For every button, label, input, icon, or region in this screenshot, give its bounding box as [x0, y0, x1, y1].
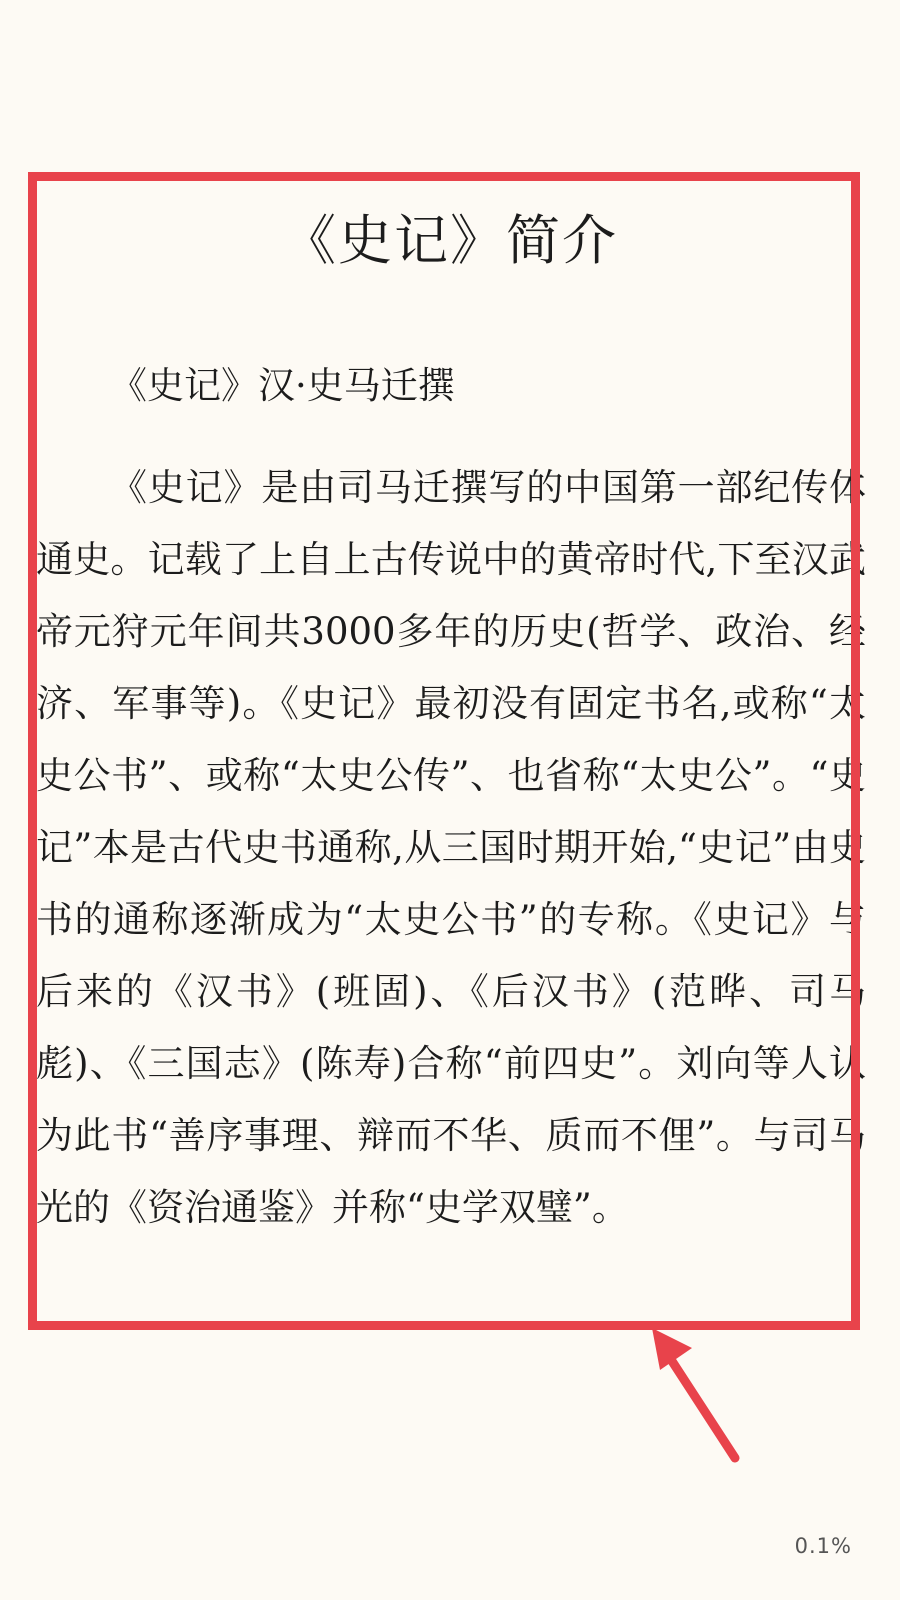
annotation-arrow-icon [640, 1318, 760, 1468]
chapter-content[interactable] [36, 350, 866, 1244]
body-paragraph: 《史记》是由司马迁撰写的中国第一部纪传体通史。记载了上自上古传说中的黄帝时代,下至汉武帝元狩元年间共3000多年的历史(哲学、政治、经济、军事等)。《史记》最初没有固定书名,或称“太史公书”、或称“太史公传”、也省称“太史公”。“史记”本是古代史书通称,从三国时期开始,“史记”由史书的通称逐渐成为“太史公书”的专称。《史记》与后来的《汉书》(班固)、《后汉书》(范晔、司马彪)、《三国志》(陈寿)合称“前四史”。刘向等人认为此书“善序事理、辩而不华、质而不俚”。与司马光的《资治通鉴》并称“史学双璧”。 [36, 466, 866, 1229]
chapter-title: 《史记》简介 [282, 209, 618, 272]
author-line: 《史记》汉·史马迁撰 [110, 364, 455, 407]
reading-progress: 0.1% [794, 1534, 852, 1558]
